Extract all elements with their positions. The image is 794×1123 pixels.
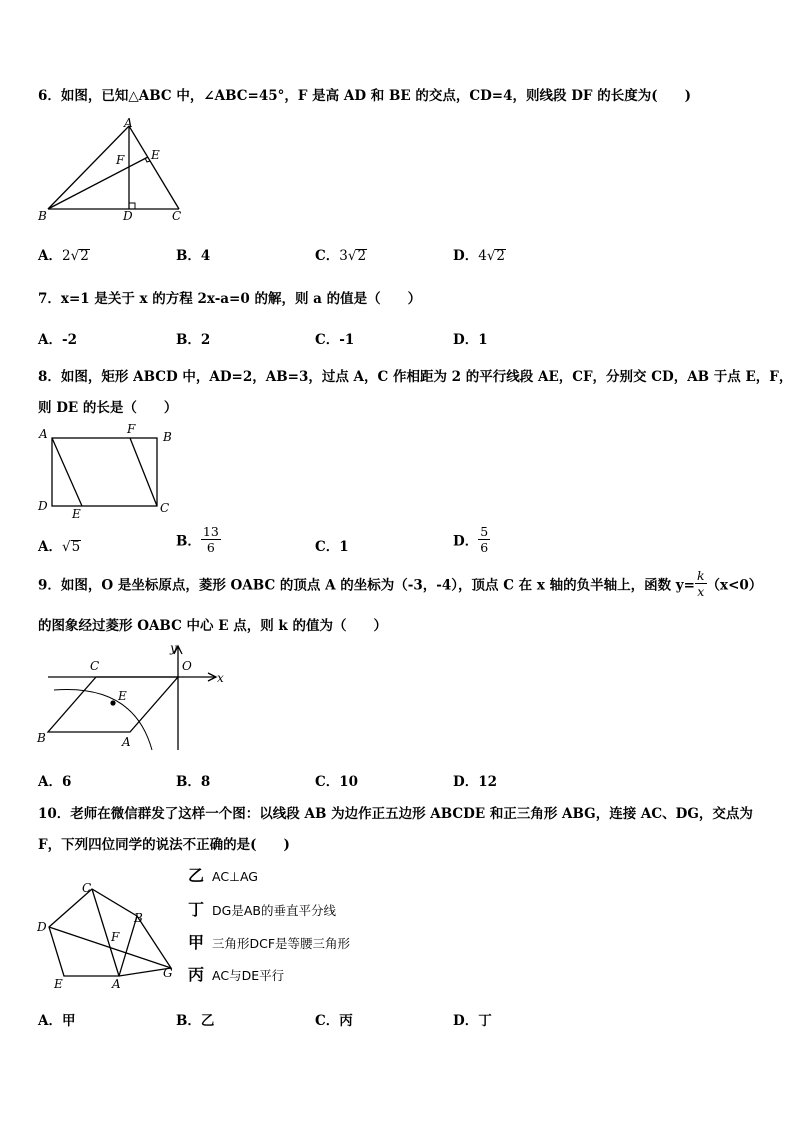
q8-option-d[interactable]: D． $\frac{5}{6}$ [453, 524, 489, 555]
q9-hyperbola [54, 690, 152, 751]
q9-stem-line2: 的图象经过菱形 OABC 中心 E 点，则 k 的值为（ ） [38, 618, 387, 634]
q9-option-d[interactable]: D．12 [453, 774, 497, 790]
q6-stem: 6．如图，已知△ABC 中，∠ABC=45°，F 是高 AD 和 BE 的交点，CD=4，则线段 DF 的长度为( ) [38, 88, 691, 104]
q9-label-x: x [217, 671, 224, 685]
q9-option-a[interactable]: A．6 [38, 774, 72, 790]
q10-student-name-4: 丙 [188, 965, 205, 984]
q6-side-ac [129, 126, 179, 209]
q7-option-d[interactable]: D．1 [453, 332, 488, 348]
q10-statement-2: 丁 DG是AB的垂直平分线 [188, 900, 336, 919]
q6-option-d[interactable]: D．4√2 [453, 248, 506, 264]
q10-label-a: A [112, 977, 121, 991]
q8-label-f: F [127, 422, 136, 436]
q10-stem-line1: 10．老师在微信群发了这样一个图：以线段 AB 为边作正五边形 ABCDE 和正三角形 ABG，连接 AC、DG，交点为 [38, 806, 753, 822]
q8-segment-ae [52, 438, 82, 506]
q10-option-d[interactable]: D．丁 [453, 1013, 492, 1029]
q8-option-b[interactable]: B． $\frac{13}{6}$ [176, 524, 219, 555]
q6-side-ab [48, 126, 129, 209]
q10-label-d: D [37, 920, 47, 934]
q8-label-a: A [39, 427, 48, 441]
q10-statement-4: 丙 AC与DE平行 [188, 965, 285, 984]
q10-option-c[interactable]: C．丙 [315, 1013, 353, 1029]
q10-student-name-1: 乙 [188, 866, 205, 885]
q7-option-a[interactable]: A．-2 [38, 332, 77, 348]
q10-option-a[interactable]: A．甲 [38, 1013, 76, 1029]
q8-option-a[interactable]: A．√5 [38, 539, 81, 555]
q9-label-a: A [122, 735, 131, 749]
q10-statement-3: 甲 三角形DCF是等腰三角形 [188, 933, 351, 952]
q9-label-c: C [90, 659, 100, 673]
q10-pentagon-figure [34, 876, 184, 992]
q9-option-c[interactable]: C．10 [315, 774, 359, 790]
q9-point-e [110, 700, 115, 705]
q7-option-b[interactable]: B．2 [176, 332, 211, 348]
q6-option-a[interactable]: A．2√2 [38, 248, 89, 264]
q6-label-d: D [123, 209, 133, 223]
q10-option-b[interactable]: B．乙 [176, 1013, 215, 1029]
q7-option-c[interactable]: C．-1 [315, 332, 355, 348]
q10-student-name-2: 丁 [188, 900, 205, 919]
q10-student-name-3: 甲 [188, 933, 205, 952]
q6-option-c[interactable]: C．3√2 [315, 248, 367, 264]
q9-label-e: E [118, 689, 127, 703]
q8-stem-line1: 8．如图，矩形 ABCD 中，AD=2，AB=3，过点 A，C 作相距为 2 的平行线段 AE，CF，分别交 CD，AB 于点 E，F， [38, 369, 793, 385]
q9-stem-line1: 9．如图，O 是坐标原点，菱形 OABC 的顶点 A 的坐标为（-3，-4），顶点 C 在 x 轴的负半轴上，函数 y= $\frac{k}{x}$ （x<0） [38, 568, 763, 599]
q6-label-f: F [116, 153, 125, 167]
q10-label-e: E [54, 977, 63, 991]
q8-label-c: C [160, 501, 170, 515]
q8-option-c[interactable]: C．1 [315, 539, 349, 555]
q6-label-e: E [151, 148, 160, 162]
q10-label-f: F [111, 930, 120, 944]
q10-segment-dg [49, 927, 171, 968]
q6-label-a: A [124, 116, 133, 130]
q9-label-y: y [170, 641, 177, 655]
q8-segment-cf [130, 438, 157, 506]
q8-label-e: E [72, 507, 81, 521]
q6-option-b[interactable]: B．4 [176, 248, 211, 264]
q6-label-b: B [38, 209, 47, 223]
q10-pentagon-abcde [49, 889, 137, 976]
q6-altitude-be [48, 157, 148, 209]
q9-rhombus-figure [34, 640, 234, 755]
q8-stem-line2: 则 DE 的长是（ ） [38, 400, 178, 416]
q8-label-b: B [163, 430, 172, 444]
q10-label-c: C [82, 881, 92, 895]
q7-stem: 7．x=1 是关于 x 的方程 2x-a=0 的解，则 a 的值是（ ） [38, 291, 422, 307]
q9-label-b: B [37, 731, 46, 745]
q10-label-g: G [163, 966, 173, 980]
q9-option-b[interactable]: B．8 [176, 774, 211, 790]
q10-stem-line2: F，下列四位同学的说法不正确的是( ) [38, 837, 290, 853]
q10-statement-1: 乙 AC⊥AG [188, 866, 258, 885]
q8-label-d: D [38, 499, 48, 513]
q6-triangle-figure [36, 116, 196, 226]
q8-rectangle-figure [34, 422, 184, 522]
q10-label-b: B [134, 911, 143, 925]
q9-label-o: O [182, 659, 192, 673]
q6-label-c: C [172, 209, 182, 223]
q8-rect-abcd [52, 438, 157, 506]
